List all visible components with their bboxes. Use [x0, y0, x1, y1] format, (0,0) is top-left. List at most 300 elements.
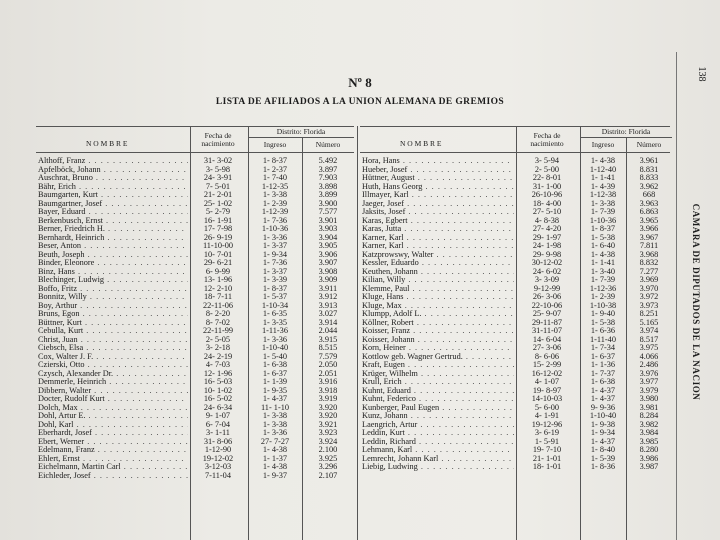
- cell-name: Karner, Karl . . .: [362, 242, 514, 251]
- cell-name: Eichleder, Josef . . .: [38, 472, 188, 481]
- cell-name: Edelmann, Franz . . .: [38, 446, 188, 455]
- cell-numero: 3.924: [318, 436, 338, 446]
- table-row: [362, 217, 672, 226]
- table-row: [362, 183, 672, 192]
- cell-numero: 3.907: [318, 258, 338, 267]
- cell-fecha: 19-12-96: [531, 419, 563, 429]
- cell-ingreso: 1- 7-39: [590, 275, 616, 284]
- cell-name: Baumgartner, Josef . . .: [38, 200, 188, 209]
- cell-fecha: 10- 1-02: [203, 385, 233, 395]
- cell-fecha: 31- 1-00: [532, 181, 562, 191]
- table-row: [38, 268, 356, 277]
- cell-ingreso: 1- 8-37: [590, 224, 616, 233]
- cell-ingreso: 1- 4-38: [262, 445, 288, 454]
- cell-fecha: 15- 2-99: [532, 360, 562, 369]
- cell-numero: 3.915: [318, 334, 338, 344]
- cell-ingreso: 1- 3-40: [590, 266, 616, 276]
- cell-ingreso: 1-11-40: [590, 334, 616, 344]
- cell-fecha: 12- 2-10: [203, 283, 233, 293]
- cell-fecha: 22-10-06: [531, 300, 563, 310]
- cell-numero: 3.906: [318, 249, 338, 259]
- cell-fecha: 2- 5-05: [205, 334, 231, 344]
- cell-name: Czierski, Otto . . .: [38, 361, 188, 370]
- cell-ingreso: 1- 1-39: [262, 377, 288, 386]
- cell-numero: 7.903: [318, 173, 338, 182]
- cell-fecha: 18- 1-01: [532, 462, 562, 471]
- table-row: [362, 446, 672, 455]
- cell-numero: 3.912: [318, 292, 338, 301]
- cell-ingreso: 1- 6-35: [262, 309, 288, 318]
- cell-ingreso: 1- 7-40: [262, 173, 288, 182]
- table-row: [362, 200, 672, 209]
- cell-numero: 3.975: [639, 343, 659, 352]
- cell-name: Berner, Friedrich H. . . .: [38, 225, 188, 234]
- cell-name: Dibbern, Walter . . .: [38, 387, 188, 396]
- cell-ingreso: 1- 5-39: [590, 453, 616, 463]
- table-row: [362, 421, 672, 430]
- cell-ingreso: 1-10-40: [261, 343, 289, 352]
- center-divider: [357, 126, 358, 540]
- cell-numero: 3.977: [639, 377, 659, 386]
- cell-fecha: 3- 2-18: [205, 343, 231, 352]
- cell-fecha: 22-11-99: [202, 326, 234, 335]
- cell-fecha: 21- 2-01: [203, 190, 233, 199]
- cell-numero: 8.515: [318, 343, 338, 352]
- cell-ingreso: 1- 4-39: [590, 181, 616, 191]
- cell-name: Krüger, Wilhelm . . .: [362, 370, 514, 379]
- cell-numero: 3.909: [318, 275, 338, 284]
- cell-fecha: 6- 9-99: [205, 266, 231, 276]
- cell-name: Docter, Rudolf Kurt . . .: [38, 395, 188, 404]
- cell-name: Büttner, Kurt . . .: [38, 319, 188, 328]
- cell-fecha: 24- 1-98: [532, 241, 562, 250]
- cell-numero: 3.296: [318, 462, 338, 471]
- cell-fecha: 29- 1-97: [532, 232, 562, 242]
- table-row: [38, 327, 356, 336]
- header-numero: Número: [636, 140, 662, 149]
- table-row: [38, 446, 356, 455]
- cell-name: Blechinger, Ludwig . . .: [38, 276, 188, 285]
- table-row: [38, 353, 356, 362]
- cell-numero: 3.911: [318, 283, 338, 293]
- cell-numero: 3.976: [639, 368, 659, 378]
- table-row: [362, 174, 672, 183]
- cell-numero: 3.979: [639, 385, 659, 395]
- cell-name: Beser, Anton . . .: [38, 242, 188, 251]
- table-row: [362, 429, 672, 438]
- cell-fecha: 24- 2-19: [203, 351, 233, 361]
- cell-ingreso: 1- 5-37: [262, 292, 288, 301]
- table-row: [38, 225, 356, 234]
- cell-fecha: 27- 3-06: [532, 343, 562, 352]
- cell-fecha: 31- 3-02: [203, 156, 233, 165]
- cell-numero: 3.905: [318, 241, 338, 250]
- cell-fecha: 18- 4-00: [532, 198, 562, 208]
- cell-ingreso: 1- 3-38: [262, 190, 288, 199]
- cell-fecha: 3- 1-11: [206, 428, 230, 437]
- cell-name: Ehlert, Ernst . . .: [38, 455, 188, 464]
- cell-ingreso: 1- 6-38: [262, 360, 288, 369]
- cell-numero: 3.980: [639, 394, 659, 403]
- cell-fecha: 6- 7-04: [205, 419, 231, 429]
- table-row: [38, 183, 356, 192]
- cell-fecha: 9-12-99: [533, 283, 561, 293]
- cell-fecha: 24- 6-34: [203, 402, 233, 412]
- table-row: [38, 191, 356, 200]
- cell-ingreso: 1- 8-37: [262, 283, 288, 293]
- cell-fecha: 27- 4-20: [532, 224, 562, 233]
- cell-fecha: 26- 3-06: [532, 292, 562, 301]
- cell-name: Kunz, Johann . . .: [362, 412, 514, 421]
- cell-fecha: 11-10-00: [202, 241, 234, 250]
- side-title: CAMARA DE DIPUTADOS DE LA NACION: [691, 203, 701, 401]
- table-row: [38, 412, 356, 421]
- cell-ingreso: 1- 1-41: [590, 258, 616, 267]
- cell-ingreso: 1- 7-34: [590, 343, 616, 352]
- table-row: [38, 319, 356, 328]
- table-row: [362, 234, 672, 243]
- cell-fecha: 12- 1-96: [203, 368, 233, 378]
- cell-numero: 7.811: [639, 241, 659, 250]
- cell-ingreso: 1- 3-38: [262, 419, 288, 429]
- cell-numero: 5.165: [639, 317, 659, 327]
- cell-numero: 4.066: [639, 351, 659, 361]
- cell-name: Kluge, Max . . .: [362, 302, 514, 311]
- cell-name: Baumgarten, Kurt . . .: [38, 191, 188, 200]
- cell-name: Kluge, Hans . . .: [362, 293, 514, 302]
- table-row: [362, 268, 672, 277]
- cell-name: Beuth, Joseph . . .: [38, 251, 188, 260]
- header-bottom-rule: [36, 152, 354, 153]
- cell-name: Huth, Hans Georg . . .: [362, 183, 514, 192]
- cell-name: Klumpp, Adolf L. . . .: [362, 310, 514, 319]
- table-row: [362, 455, 672, 464]
- cell-ingreso: 1- 4-37: [590, 394, 616, 403]
- cell-name: Kraft, Eugen . . .: [362, 361, 514, 370]
- cell-name: Kilian, Willy . . .: [362, 276, 514, 285]
- cell-ingreso: 1- 6-38: [590, 377, 616, 386]
- left-member-table: [38, 157, 356, 480]
- cell-ingreso: 1- 6-37: [590, 351, 616, 361]
- cell-ingreso: 1- 9-38: [590, 419, 616, 429]
- table-row: [38, 438, 356, 447]
- table-row: [362, 370, 672, 379]
- table-row: [362, 353, 672, 362]
- cell-ingreso: 1- 8-36: [590, 462, 616, 471]
- cell-numero: 3.970: [639, 283, 659, 293]
- cell-fecha: 19- 8-97: [532, 385, 562, 395]
- cell-numero: 3.898: [318, 181, 338, 191]
- cell-ingreso: 1- 5-38: [590, 232, 616, 242]
- cell-name: Koisser, Johann . . .: [362, 336, 514, 345]
- header-distrito: Distrito: Florida: [601, 127, 651, 136]
- cell-numero: 2.051: [318, 368, 338, 378]
- cell-ingreso: 1-12-35: [261, 181, 289, 191]
- cell-ingreso: 1-12-38: [589, 190, 617, 199]
- cell-ingreso: 9- 9-36: [590, 402, 616, 412]
- cell-name: Bernhardt, Heinrich . . .: [38, 234, 188, 243]
- cell-numero: 3.966: [639, 224, 659, 233]
- cell-numero: 3.921: [318, 419, 338, 429]
- cell-name: Klemme, Paul . . .: [362, 285, 514, 294]
- cell-fecha: 7- 5-01: [205, 181, 231, 191]
- table-row: [362, 336, 672, 345]
- cell-name: Ciebsch, Elsa . . .: [38, 344, 188, 353]
- cell-ingreso: 1- 6-37: [262, 368, 288, 378]
- header-numero: Número: [315, 140, 341, 149]
- cell-ingreso: 1- 1-41: [590, 173, 616, 182]
- right-member-table: [362, 157, 672, 472]
- header-fecha-line1: Fecha de: [533, 131, 561, 140]
- table-row: [38, 378, 356, 387]
- cell-name: Karas, Egbert . . .: [362, 217, 514, 226]
- cell-name: Bähr, Erich . . .: [38, 183, 188, 192]
- cell-name: Hueber, Josef . . .: [362, 166, 514, 175]
- header-fecha-line1: Fecha de: [204, 131, 232, 140]
- cell-numero: 3.982: [639, 419, 659, 429]
- cell-ingreso: 1- 3-39: [262, 275, 288, 284]
- cell-fecha: 17- 7-98: [203, 224, 233, 233]
- table-row: [362, 395, 672, 404]
- cell-name: Dolch, Max . . .: [38, 404, 188, 413]
- cell-ingreso: 1- 3-38: [590, 198, 616, 208]
- cell-fecha: 21- 1-01: [532, 453, 562, 463]
- cell-numero: 3.919: [318, 394, 338, 403]
- cell-ingreso: 1- 4-37: [590, 385, 616, 395]
- cell-fecha: 19- 7-10: [532, 445, 562, 454]
- cell-name: Ebert, Werner . . .: [38, 438, 188, 447]
- cell-name: Czysch, Alexander Dr. . . .: [38, 370, 188, 379]
- cell-ingreso: 1-12-36: [589, 283, 617, 293]
- cell-name: Hüttner, August . . .: [362, 174, 514, 183]
- cell-name: Karner, Karl . . .: [362, 234, 514, 243]
- margin-rule: [676, 52, 677, 540]
- cell-name: Cebulla, Kurt . . .: [38, 327, 188, 336]
- cell-ingreso: 1- 4-38: [590, 249, 616, 259]
- table-row: [362, 285, 672, 294]
- cell-numero: 3.962: [639, 181, 659, 191]
- cell-numero: 3.968: [639, 249, 659, 259]
- table-row: [38, 472, 356, 481]
- cell-fecha: 14- 6-04: [532, 334, 562, 344]
- cell-fecha: 14-10-03: [531, 394, 563, 403]
- cell-numero: 3.920: [318, 402, 338, 412]
- cell-name: Boy, Arthur . . .: [38, 302, 188, 311]
- cell-numero: 3.918: [318, 385, 338, 395]
- table-row: [38, 404, 356, 413]
- cell-fecha: 29-11-87: [531, 317, 563, 327]
- cell-name: Demmerle, Heinrich . . .: [38, 378, 188, 387]
- cell-fecha: 3- 5-98: [205, 164, 231, 174]
- table-row: [362, 387, 672, 396]
- cell-numero: 3.985: [639, 436, 659, 446]
- cell-ingreso: 1-11-36: [262, 326, 288, 335]
- cell-fecha: 2- 5-00: [534, 164, 560, 174]
- cell-fecha: 9- 1-07: [205, 411, 231, 420]
- cell-numero: 3.899: [318, 190, 338, 199]
- table-row: [38, 463, 356, 472]
- cell-numero: 3.981: [639, 402, 659, 412]
- cell-ingreso: 1- 7-37: [590, 368, 616, 378]
- cell-ingreso: 1- 2-39: [262, 198, 288, 208]
- cell-numero: 3.920: [318, 411, 338, 420]
- cell-ingreso: 1- 3-36: [262, 334, 288, 344]
- cell-name: Boffo, Fritz . . .: [38, 285, 188, 294]
- cell-fecha: 16-12-02: [531, 368, 563, 378]
- cell-fecha: 4- 1-07: [534, 377, 560, 386]
- table-row: [38, 336, 356, 345]
- cell-fecha: 4- 8-38: [534, 215, 560, 225]
- cell-name: Bruns, Egon . . .: [38, 310, 188, 319]
- cell-name: Althoff, Franz . . .: [38, 157, 188, 166]
- cell-fecha: 8- 2-20: [205, 309, 231, 318]
- table-row: [362, 463, 672, 472]
- cell-ingreso: 1- 3-38: [262, 411, 288, 420]
- table-row: [362, 378, 672, 387]
- table-row: [362, 327, 672, 336]
- table-row: [38, 217, 356, 226]
- cell-name: Christ, Juan . . .: [38, 336, 188, 345]
- cell-numero: 3.916: [318, 377, 338, 386]
- cell-ingreso: 1-10-36: [261, 224, 289, 233]
- table-row: [38, 387, 356, 396]
- table-row: [38, 259, 356, 268]
- cell-name: Kunberger, Paul Eugen . . .: [362, 404, 514, 413]
- cell-fecha: 3- 6-19: [534, 428, 560, 437]
- cell-fecha: 3- 5-94: [534, 156, 560, 165]
- table-row: [38, 310, 356, 319]
- table-row: [38, 455, 356, 464]
- cell-fecha: 8- 6-06: [534, 351, 560, 361]
- header-fecha-line2: nacimiento: [530, 139, 564, 148]
- cell-ingreso: 1- 3-35: [262, 317, 288, 327]
- cell-ingreso: 1- 4-37: [590, 436, 616, 446]
- cell-numero: 8.251: [639, 309, 659, 318]
- cell-ingreso: 1- 9-35: [262, 385, 288, 395]
- cell-name: Lehmann, Karl . . .: [362, 446, 514, 455]
- cell-fecha: 16- 5-03: [203, 377, 233, 386]
- cell-name: Bonnitz, Willy . . .: [38, 293, 188, 302]
- cell-fecha: 7-11-04: [205, 470, 231, 480]
- cell-numero: 3.925: [318, 453, 338, 463]
- cell-name: Kessler, Eduardo . . .: [362, 259, 514, 268]
- cell-fecha: 26-10-96: [531, 190, 563, 199]
- cell-fecha: 13- 1-96: [203, 275, 233, 284]
- cell-name: Apfelböck, Johann . . .: [38, 166, 188, 175]
- cell-fecha: 25- 1-02: [203, 198, 233, 208]
- cell-ingreso: 1- 6-40: [590, 241, 616, 250]
- cell-numero: 7.277: [639, 266, 659, 276]
- cell-fecha: 19-12-02: [202, 453, 234, 463]
- cell-ingreso: 1- 9-37: [262, 470, 288, 480]
- cell-numero: 3.027: [318, 309, 338, 318]
- table-row: [362, 225, 672, 234]
- cell-fecha: 3-12-03: [204, 462, 232, 471]
- cell-fecha: 31- 8-06: [203, 436, 233, 446]
- cell-ingreso: 1- 6-36: [590, 326, 616, 335]
- cell-ingreso: 1- 8-40: [590, 445, 616, 454]
- cell-numero: 2.107: [318, 470, 338, 480]
- cell-numero: 7.579: [318, 351, 338, 361]
- cell-ingreso: 1- 3-37: [262, 241, 288, 250]
- cell-ingreso: 1- 2-39: [590, 292, 616, 301]
- table-row: [362, 293, 672, 302]
- table-row: [362, 259, 672, 268]
- cell-fecha: 29- 6-21: [203, 258, 233, 267]
- cell-name: Binder, Eleonore . . .: [38, 259, 188, 268]
- cell-name: Leddin, Richard . . .: [362, 438, 514, 447]
- cell-numero: 3.969: [639, 275, 659, 284]
- cell-ingreso: 1- 8-37: [262, 156, 288, 165]
- header-nombre: N O M B R E: [86, 139, 128, 148]
- cell-numero: 3.974: [639, 326, 659, 335]
- cell-numero: 3.913: [318, 300, 338, 310]
- cell-name: Binz, Hans . . .: [38, 268, 188, 277]
- cell-ingreso: 1- 3-36: [262, 428, 288, 437]
- cell-ingreso: 1-10-38: [589, 300, 617, 310]
- cell-numero: 2.100: [318, 445, 338, 454]
- header-fecha-line2: nacimiento: [201, 139, 235, 148]
- cell-fecha: 1-12-90: [204, 445, 232, 454]
- cell-name: Kottlow geb. Wagner Gertrud. . . .: [362, 353, 514, 362]
- cell-numero: 3.908: [318, 266, 338, 276]
- cell-ingreso: 1- 5-38: [590, 317, 616, 327]
- cell-fecha: 24- 6-02: [532, 266, 562, 276]
- cell-name: Dohl, Karl . . .: [38, 421, 188, 430]
- table-row: [362, 361, 672, 370]
- cell-numero: 3.904: [318, 232, 338, 242]
- cell-name: Krull, Erich . . .: [362, 378, 514, 387]
- cell-numero: 2.050: [318, 360, 338, 369]
- table-row: [38, 293, 356, 302]
- table-row: [38, 174, 356, 183]
- table-row: [38, 208, 356, 217]
- cell-fecha: 22-11-06: [202, 300, 234, 310]
- cell-name: Jaeger, Josef . . .: [362, 200, 514, 209]
- doc-number: Nº 8: [348, 75, 372, 90]
- cell-numero: 668: [642, 190, 656, 199]
- cell-numero: 3.986: [639, 453, 659, 463]
- header-distrito-rule: [248, 137, 354, 138]
- cell-fecha: 25- 9-07: [532, 309, 562, 318]
- cell-ingreso: 1- 1-36: [590, 360, 616, 369]
- cell-numero: 6.863: [639, 207, 659, 216]
- cell-ingreso: 1- 5-40: [262, 351, 288, 361]
- cell-name: Laengrich, Artur . . .: [362, 421, 514, 430]
- cell-numero: 3.972: [639, 292, 659, 301]
- cell-fecha: 31-11-07: [531, 326, 563, 335]
- cell-name: Köllner, Robert . . .: [362, 319, 514, 328]
- cell-ingreso: 1- 9-40: [590, 309, 616, 318]
- table-row: [38, 200, 356, 209]
- cell-name: Karas, Jutta . . .: [362, 225, 514, 234]
- cell-fecha: 8- 7-02: [205, 317, 231, 327]
- table-row: [38, 157, 356, 166]
- cell-name: Hora, Hans . . .: [362, 157, 514, 166]
- cell-fecha: 3- 3-09: [534, 275, 560, 284]
- cell-ingreso: 1- 1-37: [262, 453, 288, 463]
- cell-name: Dohl, Artur E. . . .: [38, 412, 188, 421]
- table-row: [38, 421, 356, 430]
- cell-ingreso: 1- 4-38: [590, 156, 616, 165]
- cell-name: Kuhnt, Federico . . .: [362, 395, 514, 404]
- cell-numero: 5.492: [318, 156, 338, 165]
- table-row: [362, 242, 672, 251]
- cell-numero: 2.044: [318, 326, 338, 335]
- cell-numero: 3.967: [639, 232, 659, 242]
- table-row: [362, 438, 672, 447]
- cell-numero: 3.973: [639, 300, 659, 310]
